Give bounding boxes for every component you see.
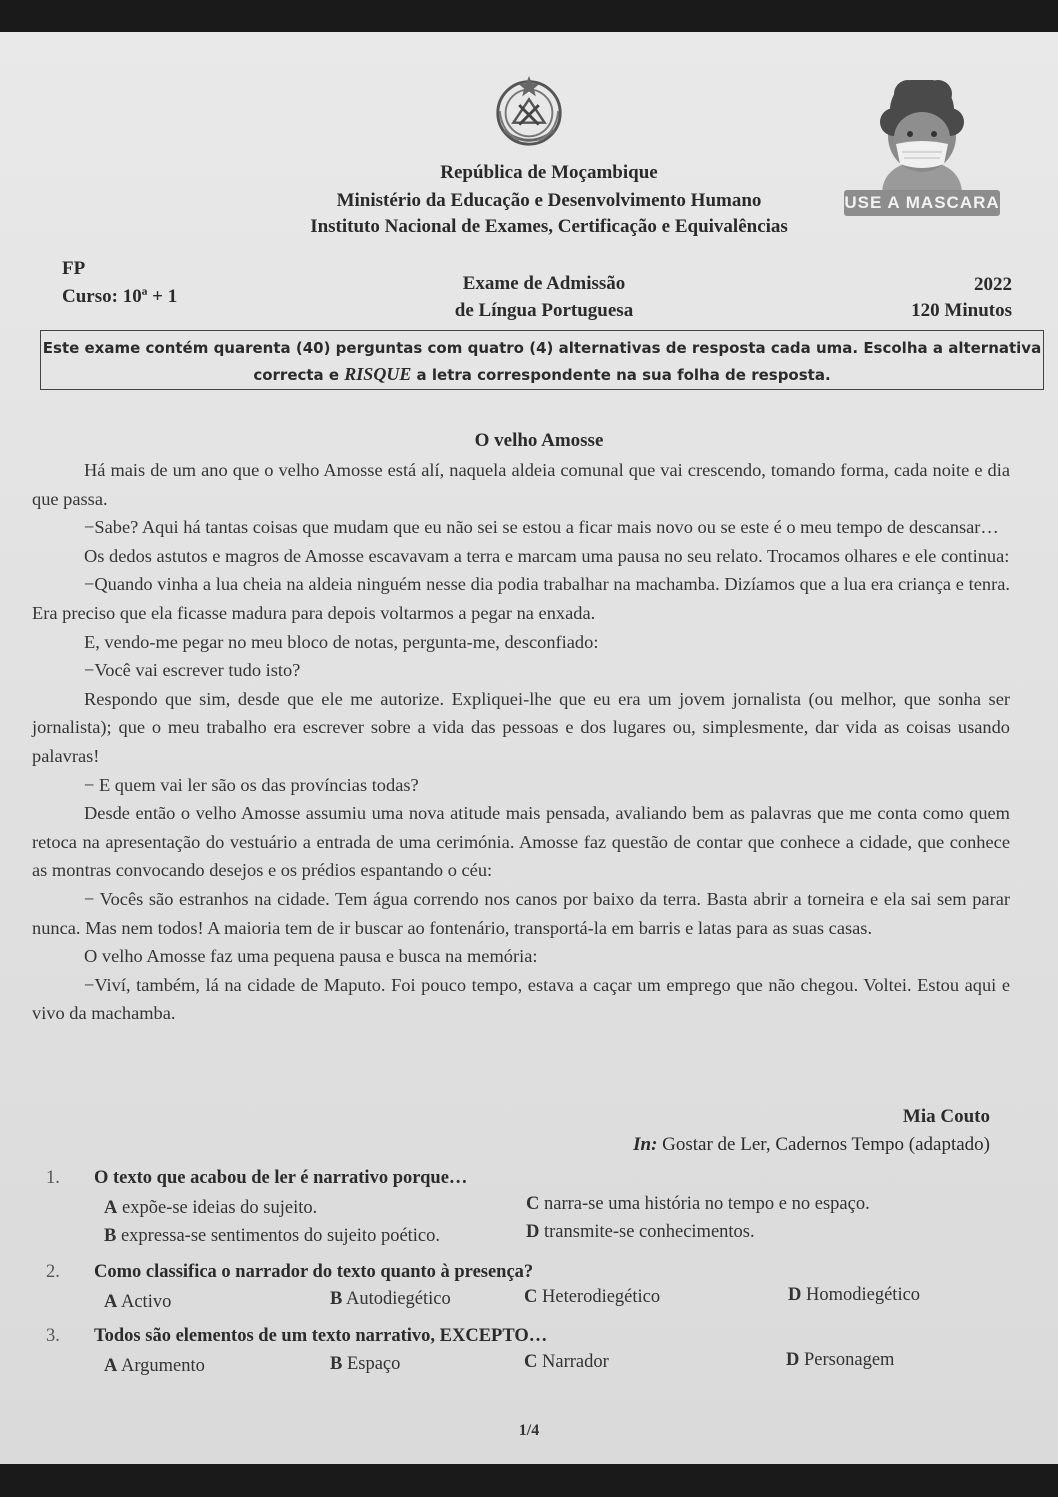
exam-title-line1: Exame de Admissão <box>462 273 626 294</box>
exam-title-line2: de Língua Portuguesa <box>454 300 634 321</box>
option-a[interactable]: A Activo <box>104 1292 172 1312</box>
instructions-emphasis: RISQUE <box>344 364 412 384</box>
question-stem: Como classifica o narrador do texto quanto à presença? <box>94 1262 534 1282</box>
header-republic: República de Moçambique <box>440 162 658 183</box>
source-prefix: In: <box>633 1134 658 1155</box>
option-c[interactable]: C narra-se uma história no tempo e no espaço. <box>526 1194 870 1214</box>
option-c[interactable]: C Heterodiegético <box>524 1287 661 1307</box>
story-title: O velho Amosse <box>474 430 604 451</box>
exam-title <box>0 270 1058 324</box>
option-d[interactable]: D transmite-se conhecimentos. <box>526 1222 755 1242</box>
story-paragraph: −Viví, também, lá na cidade de Maputo. Foi pouco tempo, estava a caçar um emprego que não chegou. Voltei. Estou aqui e vivo da machamba. <box>32 974 1010 1024</box>
story-paragraph: O velho Amosse faz uma pequena pausa e busca na memória: <box>84 946 538 967</box>
exam-sheet <box>0 32 1058 1464</box>
story-paragraph: Há mais de um ano que o velho Amosse está alí, naquela aldeia comunal que vai crescendo, tomando forma, cada noite e dia que passa. <box>32 460 1010 509</box>
option-b[interactable]: B Autodiegético <box>330 1289 451 1309</box>
option-b[interactable]: B Espaço <box>330 1354 401 1374</box>
exam-code: FP <box>62 258 86 279</box>
badge-label: USE A MASCARA <box>844 190 1000 216</box>
story-paragraph: E, vendo-me pegar no meu bloco de notas, pergunta-me, desconfiado: <box>84 631 599 652</box>
question-number: 3. <box>46 1326 60 1346</box>
exam-year: 2022 <box>974 274 1012 295</box>
option-a[interactable]: A Argumento <box>104 1356 205 1376</box>
story-paragraph: −Quando vinha a lua cheia na aldeia ninguém nesse dia podia trabalhar na machamba. Dizíamos que a lua era criança e tenra. Era preciso que ela ficasse madura para depois voltarmos a pegar na enxada. <box>32 574 1010 623</box>
header-ministry: Ministério da Educação e Desenvolvimento Humano <box>336 190 762 211</box>
question-number: 2. <box>46 1262 60 1282</box>
story-paragraph: − Vocês são estranhos na cidade. Tem água correndo nos canos por baixo da terra. Basta abrir a torneira e ela sai sem parar nunca. Mas nem todos! A maioria tem de ir buscar ao fontenário, transportá-la em barris e latas para as suas casas. <box>32 888 1010 938</box>
story-author: Mia Couto <box>902 1106 990 1127</box>
instructions-text-1: Este exame contém quarenta (40) perguntas com quatro (4) alternativas de resposta cada uma. Escolha a alternativa correcta e <box>42 339 1042 384</box>
story-paragraph: Os dedos astutos e magros de Amosse escavavam a terra e marcam uma pausa no seu relato. Trocamos olhares e ele continua: <box>84 545 1010 566</box>
question-number: 1. <box>46 1168 60 1188</box>
question-stem: O texto que acabou de ler é narrativo porque… <box>94 1168 468 1188</box>
option-b[interactable]: B expressa-se sentimentos do sujeito poético. <box>104 1226 441 1246</box>
option-a[interactable]: A expõe-se ideias do sujeito. <box>104 1198 318 1218</box>
story-body <box>32 456 1010 1028</box>
instructions-text-2: a letra correspondente na sua folha de resposta. <box>411 366 831 384</box>
option-c[interactable]: C Narrador <box>524 1352 609 1372</box>
instructions-box <box>40 330 1044 390</box>
option-d[interactable]: D Homodiegético <box>788 1285 921 1305</box>
course-label: Curso: 10ª + 1 <box>62 286 178 307</box>
story-source <box>633 1134 990 1156</box>
story-paragraph: − E quem vai ler são os das províncias todas? <box>84 774 419 795</box>
exam-duration: 120 Minutos <box>911 300 1012 321</box>
story-paragraph: Respondo que sim, desde que ele me autorize. Expliquei-lhe que eu era um jovem jornalista (ou melhor, que sonha ser jornalista); que o meu trabalho era escrever sobre a vida das pessoas e dos lugares ou, simplesmente, dar vida as coisas usando palavras! <box>32 688 1010 766</box>
header-institute: Instituto Nacional de Exames, Certificação e Equivalências <box>310 216 788 237</box>
source-text: Gostar de Ler, Cadernos Tempo (adaptado) <box>657 1134 990 1155</box>
page-number: 1/4 <box>518 1422 540 1439</box>
option-d[interactable]: D Personagem <box>786 1350 895 1370</box>
story-paragraph: −Você vai escrever tudo isto? <box>84 660 301 681</box>
story-paragraph: Desde então o velho Amosse assumiu uma nova atitude mais pensada, avaliando bem as palavras que me conta como quem retoca na apresentação do vestuário a entrada de uma cerimónia. Amosse faz questão de contar que conhece a cidade, que conhece as montras convocando desejos e os prédios espantando o céu: <box>32 803 1010 881</box>
question-stem: Todos são elementos de um texto narrativo, EXCEPTO… <box>94 1326 548 1346</box>
coat-of-arms-icon <box>490 72 568 150</box>
story-paragraph: −Sabe? Aqui há tantas coisas que mudam que eu não sei se estou a ficar mais novo ou se este é o meu tempo de descansar… <box>84 517 999 538</box>
